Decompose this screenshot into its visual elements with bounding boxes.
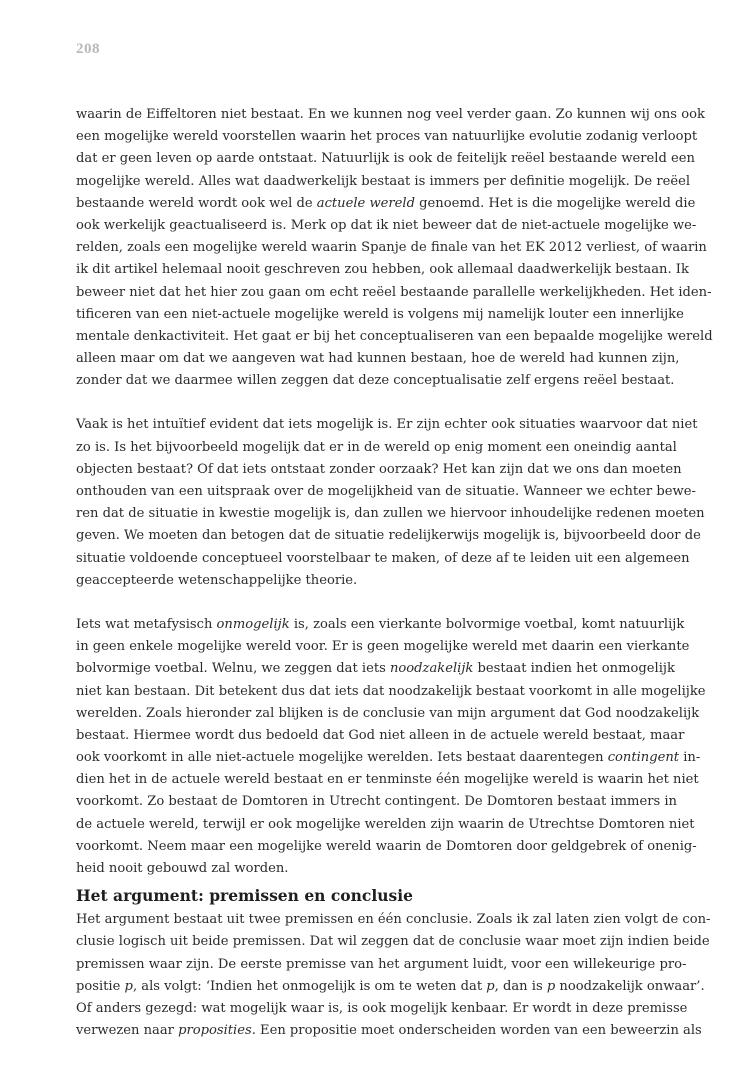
text-segment: . Een propositie moet onderscheiden worden van een beweerzin als	[251, 1023, 702, 1039]
text-segment: situatie voldoende conceptueel voorstelbaar te maken, of deze af te leiden uit een algemeen	[76, 550, 690, 566]
text-segment: in geen enkele mogelijke wereld voor. Er is geen mogelijke wereld met daarin een vierkante	[76, 639, 690, 655]
text-line	[76, 525, 701, 547]
text-line	[76, 703, 700, 725]
text-line	[76, 304, 684, 326]
text-line	[76, 998, 688, 1020]
paragraph	[76, 614, 706, 880]
paragraph	[76, 414, 705, 592]
text-segment: geaccepteerde wetenschappelijke theorie.	[76, 572, 358, 588]
text-segment: genoemd. Het is die mogelijke wereld die	[414, 195, 696, 211]
text-segment: , dan is	[494, 978, 547, 994]
text-segment: ik dit artikel helemaal nooit geschreven zou hebben, ook allemaal daadwerkelijk bestaan. Ik	[76, 262, 689, 278]
page-number: 208	[76, 41, 100, 57]
italic-text: noodzakelijk	[389, 661, 474, 677]
text-segment: ren dat de situatie in kwestie mogelijk is, dan zullen we hiervoor inhoudelijke redenen moeten	[76, 506, 705, 522]
text-line	[76, 326, 713, 348]
text-segment: premissen waar zijn. De eerste premisse van het argument luidt, voor een willekeurige pro-	[76, 956, 687, 972]
text-segment: positie	[76, 978, 125, 994]
text-line	[76, 148, 695, 170]
text-segment: clusie logisch uit beide premissen. Dat wil zeggen dat de conclusie waar moet zijn indien beide	[76, 934, 710, 950]
text-segment: voorkomt. Zo bestaat de Domtoren in Utrecht contingent. De Domtoren bestaat immers in	[76, 794, 677, 810]
text-segment: is, zoals een vierkante bolvormige voetbal, komt natuurlijk	[289, 616, 685, 632]
text-line	[76, 791, 677, 813]
text-line	[76, 348, 680, 370]
italic-text: p	[546, 978, 556, 994]
text-segment: ook voorkomt in alle niet-actuele mogelijke werelden. Iets bestaat daarentegen	[76, 750, 608, 766]
text-line	[76, 237, 707, 259]
text-segment: zo is. Is het bijvoorbeeld mogelijk dat er in de wereld op enig moment een oneindig aantal	[76, 439, 677, 455]
text-segment: bolvormige voetbal. Welnu, we zeggen dat iets	[76, 661, 390, 677]
text-line	[76, 259, 689, 281]
text-line	[76, 437, 677, 459]
page-content	[76, 104, 713, 1042]
italic-text: p	[124, 978, 133, 994]
text-line	[76, 909, 711, 931]
text-segment: mogelijke wereld. Alles wat daadwerkelijk bestaat is immers per definitie mogelijk. De reëel	[76, 173, 691, 189]
text-segment: beweer niet dat het hier zou gaan om echt reëel bestaande parallelle werkelijkheden. Het iden-	[76, 284, 712, 300]
italic-text: actuele wereld	[316, 195, 415, 211]
text-segment: tificeren van een niet-actuele mogelijke wereld is volgens mij namelijk louter een innerlijke	[76, 306, 684, 322]
text-segment: werelden. Zoals hieronder zal blijken is de conclusie van mijn argument dat God noodzakelijk	[76, 705, 700, 721]
text-line	[76, 104, 705, 126]
text-line	[76, 814, 695, 836]
text-segment: Iets wat metafysisch	[76, 616, 217, 632]
text-segment: , als volgt: ‘Indien het onmogelijk is om te weten dat	[132, 978, 487, 994]
text-segment: een mogelijke wereld voorstellen waarin het proces van natuurlijke evolutie zodanig verloopt	[76, 129, 698, 145]
text-segment: bestaande wereld wordt ook wel de	[76, 195, 317, 211]
text-segment: in-	[679, 750, 701, 766]
text-line	[76, 282, 712, 304]
text-segment: waarin de Eiffeltoren niet bestaat. En we kunnen nog veel verder gaan. Zo kunnen wij ons ook	[76, 107, 705, 122]
text-segment: Het argument bestaat uit twee premissen en één conclusie. Zoals ik zal laten zien volgt de con-	[76, 912, 711, 928]
text-segment: ook werkelijk geactualiseerd is. Merk op dat ik niet beweer dat de niet-actuele mogelijke we-	[76, 217, 697, 233]
text-line	[76, 976, 705, 998]
text-line	[76, 747, 701, 769]
section-paragraph	[76, 909, 711, 1042]
text-line	[76, 171, 691, 193]
text-segment: mentale denkactiviteit. Het gaat er bij het conceptualiseren van een bepaalde mogelijke wereld	[76, 328, 713, 344]
section-heading: Het argument: premissen en conclusie	[76, 886, 413, 906]
text-line	[76, 769, 699, 791]
text-segment: bestaat. Hiermee wordt dus bedoeld dat God niet alleen in de actuele wereld bestaat, maar	[76, 727, 685, 743]
text-segment: verwezen naar	[76, 1023, 179, 1039]
italic-text: onmogelijk	[216, 616, 290, 632]
text-line	[76, 414, 698, 436]
text-segment: objecten bestaat? Of dat iets ontstaat zonder oorzaak? Het kan zijn dat we ons dan moeten	[76, 461, 682, 477]
text-segment: geven. We moeten dan betogen dat de situatie redelijkerwijs mogelijk is, bijvoorbeeld door de	[76, 528, 701, 544]
text-line	[76, 954, 687, 976]
paragraph-gap	[76, 592, 630, 614]
text-line	[76, 481, 696, 503]
text-line	[76, 636, 690, 658]
text-segment: voorkomt. Neem maar een mogelijke wereld waarin de Domtoren door geldgebrek of onenig-	[76, 838, 697, 854]
text-segment: alleen maar om dat we aangeven wat had kunnen bestaan, hoe de wereld had kunnen zijn,	[76, 351, 680, 367]
text-segment: relden, zoals een mogelijke wereld waarin Spanje de finale van het EK 2012 verliest, of waarin	[76, 240, 707, 256]
text-segment: onthouden van een uitspraak over de mogelijkheid van de situatie. Wanneer we echter bewe-	[76, 484, 696, 499]
paragraph	[76, 104, 713, 392]
text-segment: zonder dat we daarmee willen zeggen dat deze conceptualisatie zelf ergens reëel bestaat.	[76, 373, 675, 389]
italic-text: contingent	[607, 750, 680, 766]
text-line	[76, 1020, 702, 1042]
text-segment: heid nooit gebouwd zal worden.	[76, 861, 289, 876]
text-segment: dien het in de actuele wereld bestaat en er tenminste één mogelijke wereld is waarin het niet	[76, 772, 699, 788]
text-line	[76, 681, 706, 703]
text-line	[76, 215, 697, 237]
text-segment: de actuele wereld, terwijl er ook mogelijke werelden zijn waarin de Utrechtse Domtoren niet	[76, 816, 695, 832]
text-segment: bestaat indien het onmogelijk	[473, 661, 675, 677]
text-segment: Vaak is het intuïtief evident dat iets mogelijk is. Er zijn echter ook situaties waarvoor dat niet	[76, 417, 698, 433]
text-line	[76, 548, 690, 570]
text-segment: dat er geen leven op aarde ontstaat. Natuurlijk is ook de feitelijk reëel bestaande wereld een	[76, 151, 695, 167]
italic-text: p	[486, 978, 495, 994]
text-segment: noodzakelijk onwaar’.	[555, 978, 705, 994]
text-line	[76, 658, 675, 680]
text-line	[76, 836, 697, 858]
text-line	[76, 858, 630, 880]
text-line	[76, 459, 682, 481]
text-segment: Of anders gezegd: wat mogelijk waar is, is ook mogelijk kenbaar. Er wordt in deze premisse	[76, 1000, 688, 1016]
paragraph-gap	[76, 392, 630, 414]
text-line	[76, 614, 685, 636]
text-line	[76, 126, 698, 148]
text-line	[76, 931, 710, 953]
text-line	[76, 570, 630, 592]
italic-text: proposities	[178, 1023, 252, 1039]
text-segment: niet kan bestaan. Dit betekent dus dat iets dat noodzakelijk bestaat voorkomt in alle mogelijke	[76, 683, 706, 699]
text-line	[76, 725, 685, 747]
text-line	[76, 193, 696, 215]
text-line	[76, 370, 675, 392]
text-line	[76, 503, 705, 525]
